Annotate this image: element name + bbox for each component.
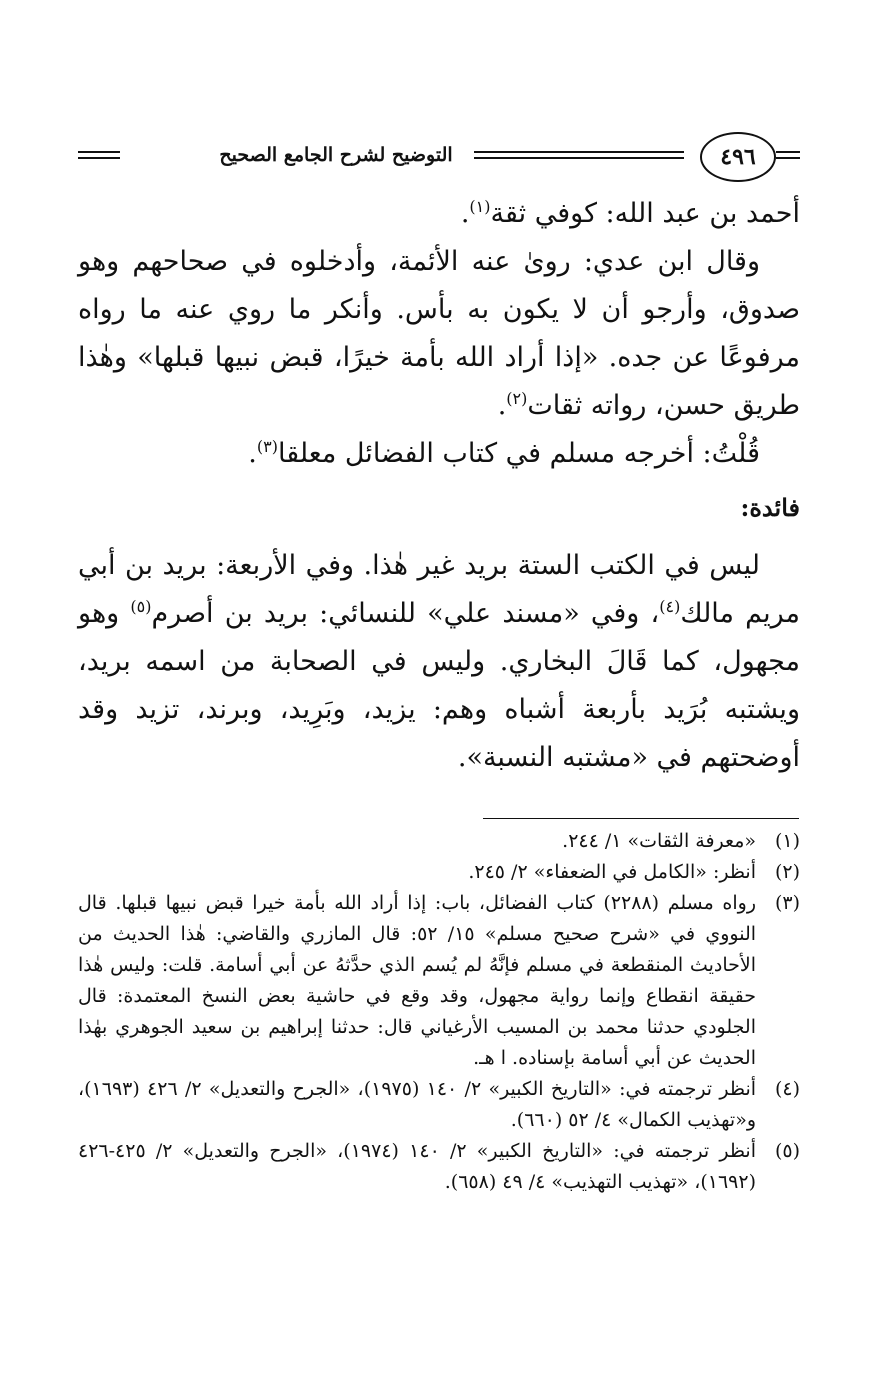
- header-rule-middle: [474, 150, 684, 160]
- footnote-ref: (٣): [256, 437, 278, 456]
- footnote: [78, 1074, 800, 1136]
- footnote-number: (٣): [774, 892, 800, 914]
- footnote-text: أنظر: «الكامل في الضعفاء» ٢/ ٢٤٥.: [468, 861, 756, 883]
- paragraph: وقال ابن عدي: روىٰ عنه الأئمة، وأدخلوه في صحاحهم وهو صدوق، وأرجو أن لا يكون به بأس. وأنكر ما روي عنه ما رواه مرفوعًا عن جده. «إذا أراد الله بأمة خيرًا، قبض نبيها قبلها» وهٰذا طريق حسن، رواته ثقات$^{(٢)}$.: [78, 246, 800, 421]
- book-title: التوضيح لشرح الجامع الصحيح: [198, 144, 474, 166]
- footnote: [78, 1136, 800, 1198]
- paragraph-text: ، وفي «مسند علي» للنسائي: بريد بن أصرم: [151, 598, 660, 629]
- paragraph-text: وهو مجهول، كما قَالَ البخاري. وليس في الصحابة من اسمه بريد، ويشتبه بُرَيد بأربعة أشباه وهم: يزيد، وبَرِيد، وبرند، تزيد وقد أوضحتهم في «مشتبه النسبة».: [78, 598, 800, 773]
- footnote-number: (١): [774, 830, 800, 852]
- paragraph-text: وقال ابن عدي: روىٰ عنه الأئمة، وأدخلوه في صحاحهم وهو صدوق، وأرجو أن لا يكون به بأس. وأنكر ما روي عنه ما رواه مرفوعًا عن جده. «إذا أراد الله بأمة خيرًا، قبض نبيها قبلها» وهٰذا طريق حسن، رواته ثقات: [78, 246, 800, 421]
- footnote-separator: [483, 818, 799, 819]
- footnote-ref: (٤): [659, 597, 681, 616]
- footnote-ref: (١): [469, 197, 491, 216]
- footnote-text: رواه مسلم (٢٢٨٨) كتاب الفضائل، باب: إذا أراد الله بأمة خيرا قبض نبيها قبلها. قال النووي في «شرح صحيح مسلم» ١٥/ ٥٢: قال المازري والقاضي: هٰذا الحديث من الأحاديث المنقطعة في مسلم فإنَّهُ لم يُسم الذي حدَّثهُ عن أبي أسامة. قلت: وليس هٰذا حقيقة انقطاع وإنما رواية مجهول، وقد وقع في حاشية بعض النسخ المعتمدة: قال الجلودي حدثنا محمد بن المسيب الأرغياني قال: حدثنا إبراهيم بن سعيد الجوهري بهٰذا الحديث عن أبي أسامة بإسناده. ا هـ.: [78, 892, 757, 1069]
- paragraph: قُلْتُ: أخرجه مسلم في كتاب الفضائل معلقا$^{(٣)}$.: [248, 437, 760, 469]
- footnote-ref: (٢): [506, 389, 528, 408]
- footnote-ref: (٥): [130, 597, 152, 616]
- footnote-text: أنظر ترجمته في: «التاريخ الكبير» ٢/ ١٤٠ (١٩٧٤)، «الجرح والتعديل» ٢/ ٤٢٥-٤٢٦ (١٦٩٢)، «تهذيب التهذيب» ٤/ ٤٩ (٦٥٨).: [78, 1140, 756, 1193]
- paragraph: [78, 542, 800, 782]
- header-rule-left: [78, 150, 120, 160]
- section-heading: فائدة:: [740, 493, 800, 522]
- footnote-number: (٤): [774, 1078, 800, 1100]
- page-number-badge: ٤٩٦: [700, 132, 776, 182]
- paragraph: أحمد بن عبد الله: كوفي ثقة$^{(١)}$.: [460, 197, 800, 229]
- footnote-number: (٥): [774, 1140, 800, 1162]
- footnote-number: (٢): [774, 861, 800, 883]
- footnote: [78, 857, 800, 888]
- footnotes: [78, 826, 800, 1198]
- footnote: [78, 826, 800, 857]
- footnote-text: «معرفة الثقات» ١/ ٢٤٤.: [562, 830, 756, 852]
- footnote: [78, 888, 800, 1074]
- paragraph-text: ليس في الكتب الستة بريد غير هٰذا. وفي الأربعة: بريد بن أبي مريم مالك: [78, 550, 800, 629]
- paragraph-text: أحمد بن عبد الله: كوفي ثقة: [490, 198, 800, 229]
- paragraph-text: قُلْتُ: أخرجه مسلم في كتاب الفضائل معلقا: [277, 438, 760, 469]
- main-text: [78, 190, 800, 782]
- footnote-text: أنظر ترجمته في: «التاريخ الكبير» ٢/ ١٤٠ (١٩٧٥)، «الجرح والتعديل» ٢/ ٤٢٦ (١٦٩٣)، و«تهذيب الكمال» ٤/ ٥٢ (٦٦٠).: [78, 1078, 757, 1131]
- header-rule-right: [776, 150, 800, 160]
- page-header: [78, 130, 800, 186]
